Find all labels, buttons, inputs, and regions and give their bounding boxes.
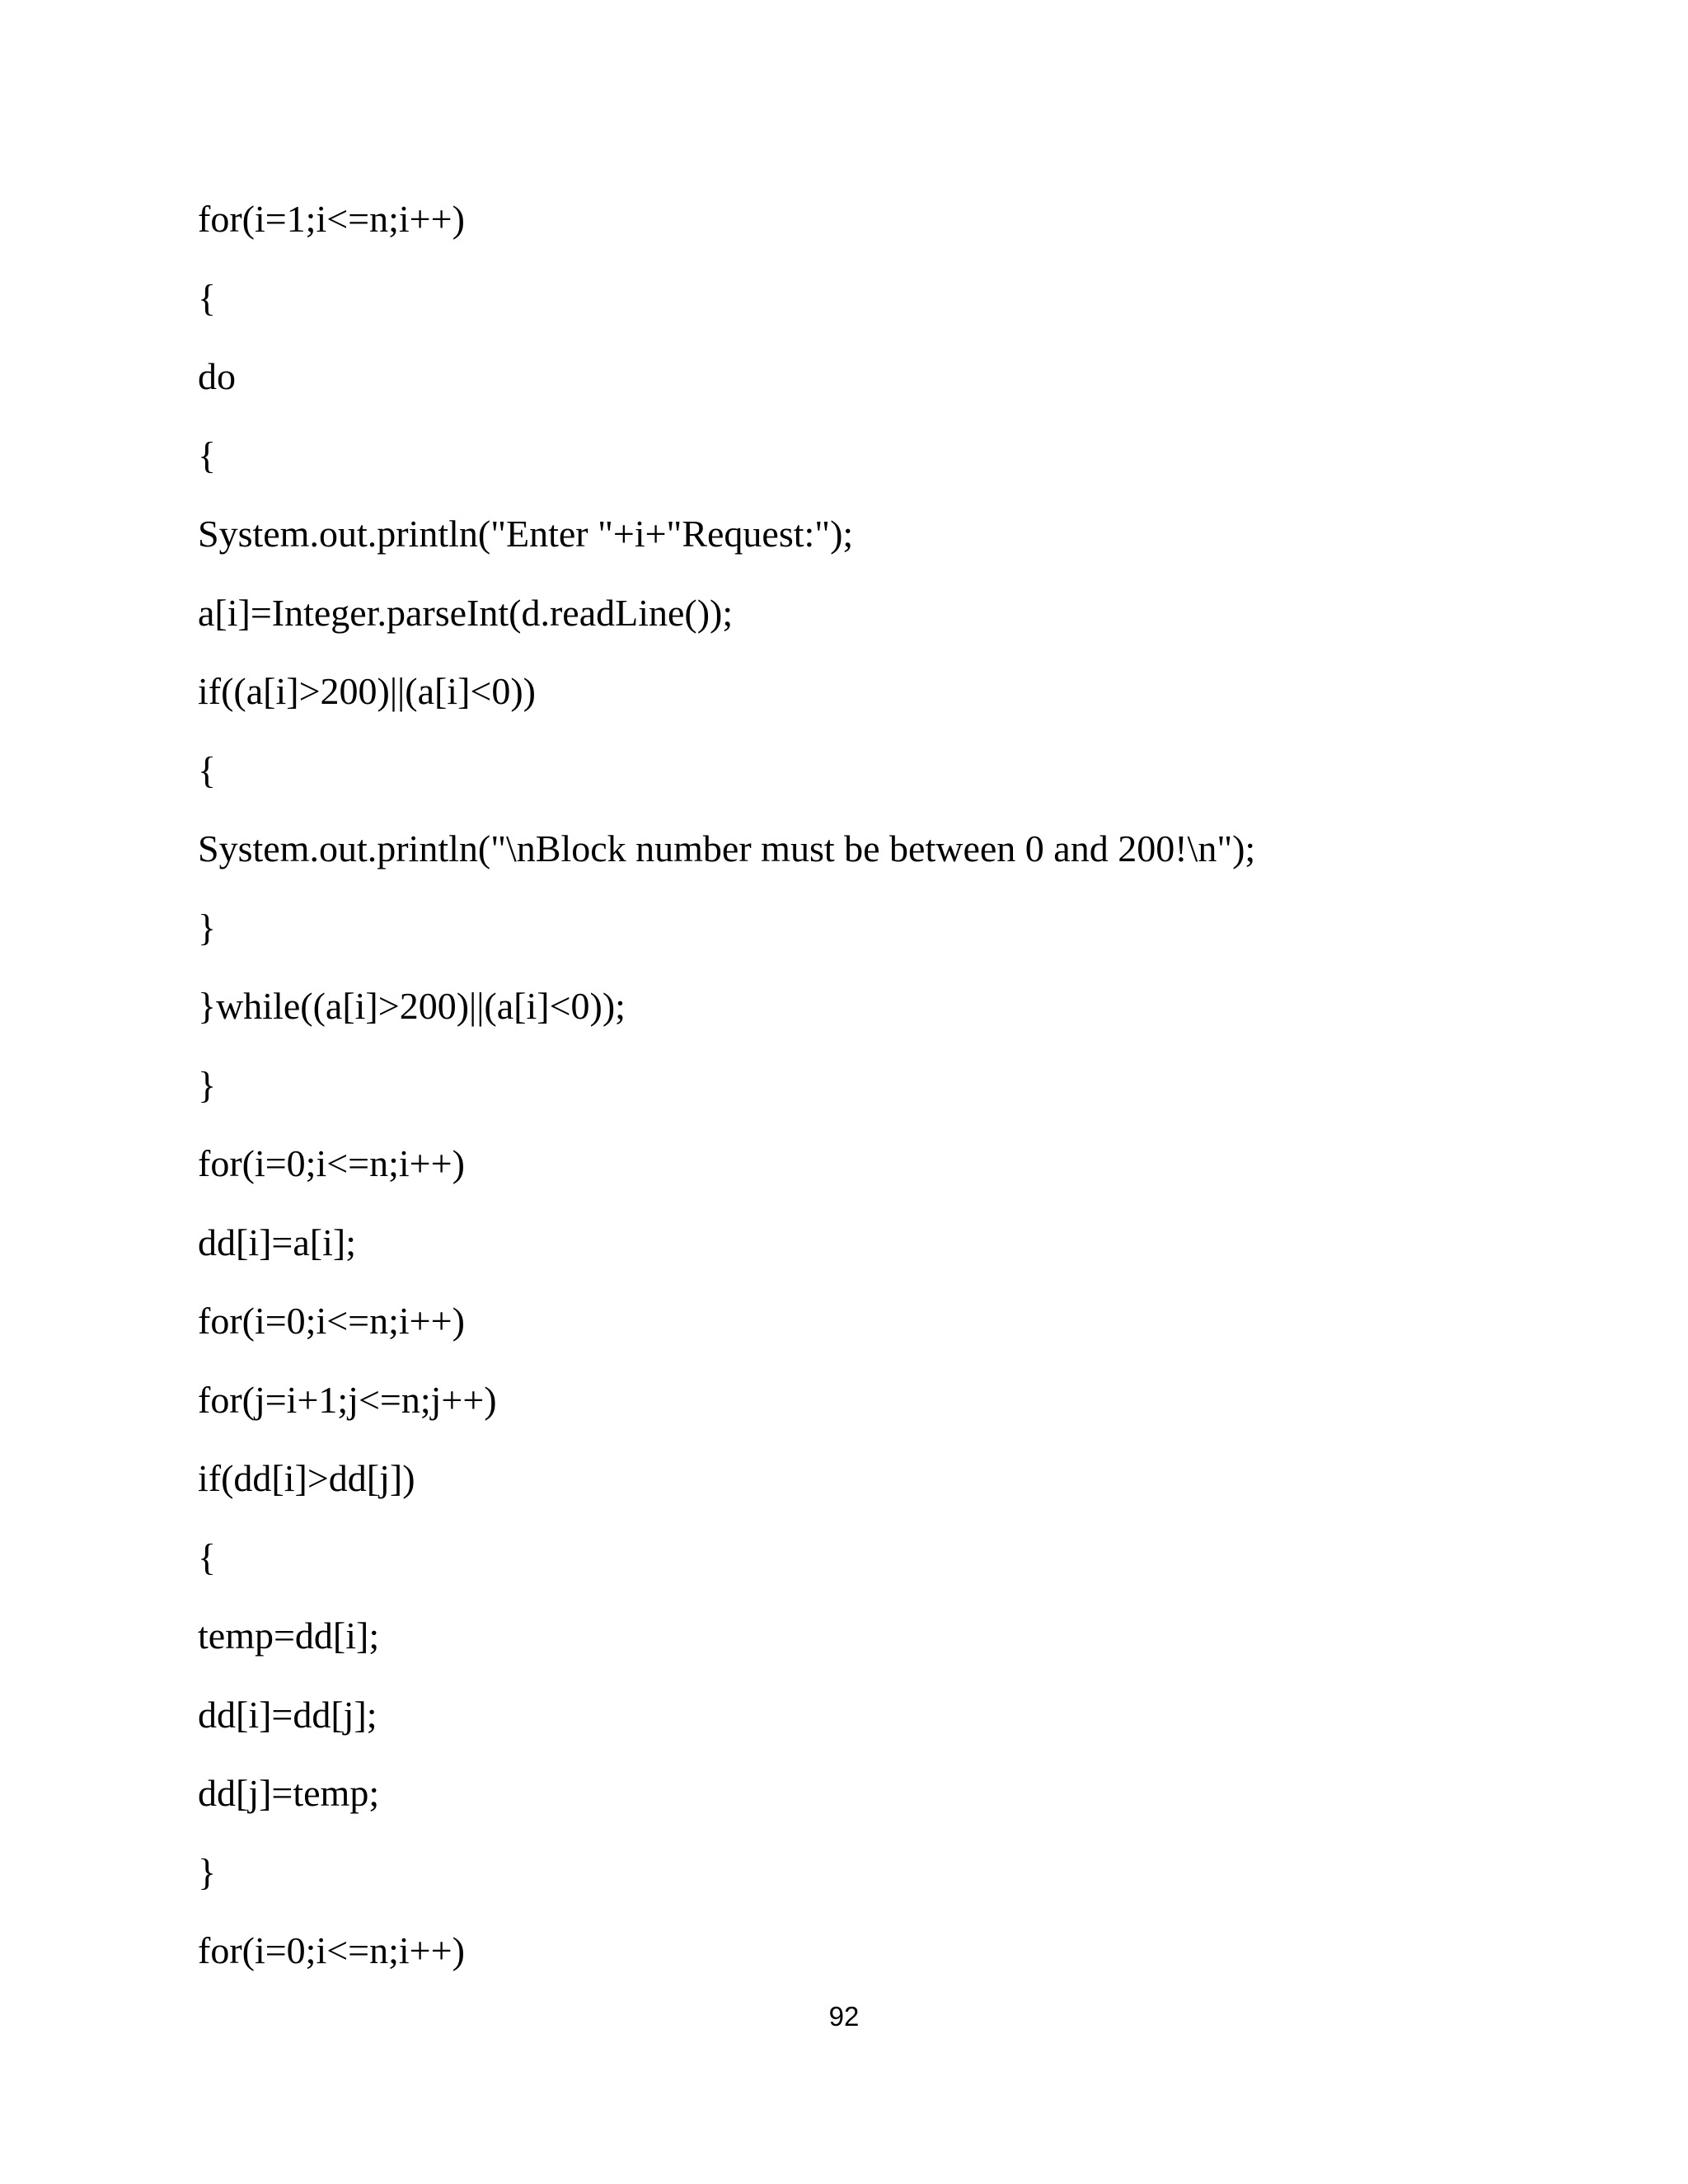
code-line: } <box>198 906 217 949</box>
code-line: System.out.println("\nBlock number must be between 0 and 200!\n"); <box>198 827 1256 869</box>
code-line: for(i=0;i<=n;i++) <box>198 1142 465 1184</box>
code-line: }while((a[i]>200)||(a[i]<0)); <box>198 985 626 1027</box>
code-line: for(i=0;i<=n;i++) <box>198 1300 465 1342</box>
code-line: for(i=1;i<=n;i++) <box>198 198 465 240</box>
code-line: if(dd[i]>dd[j]) <box>198 1457 415 1499</box>
code-block <box>198 186 1599 1997</box>
code-line: temp=dd[i]; <box>198 1615 380 1657</box>
code-line: for(i=0;i<=n;i++) <box>198 1929 465 1971</box>
code-line: { <box>198 434 217 476</box>
code-line: dd[j]=temp; <box>198 1772 380 1814</box>
code-line: } <box>198 1850 217 1893</box>
code-line: do <box>198 355 236 397</box>
code-line: { <box>198 1535 217 1578</box>
code-line: { <box>198 748 217 791</box>
code-line: } <box>198 1063 217 1106</box>
code-line: System.out.println("Enter "+i+"Request:"); <box>198 513 854 555</box>
code-line: dd[i]=dd[j]; <box>198 1693 377 1736</box>
code-line: for(j=i+1;j<=n;j++) <box>198 1378 497 1421</box>
code-line: a[i]=Integer.parseInt(d.readLine()); <box>198 591 734 634</box>
code-line: if((a[i]>200)||(a[i]<0)) <box>198 670 536 712</box>
code-line: { <box>198 276 217 319</box>
page-number: 92 <box>828 2001 860 2032</box>
code-line: dd[i]=a[i]; <box>198 1221 356 1263</box>
